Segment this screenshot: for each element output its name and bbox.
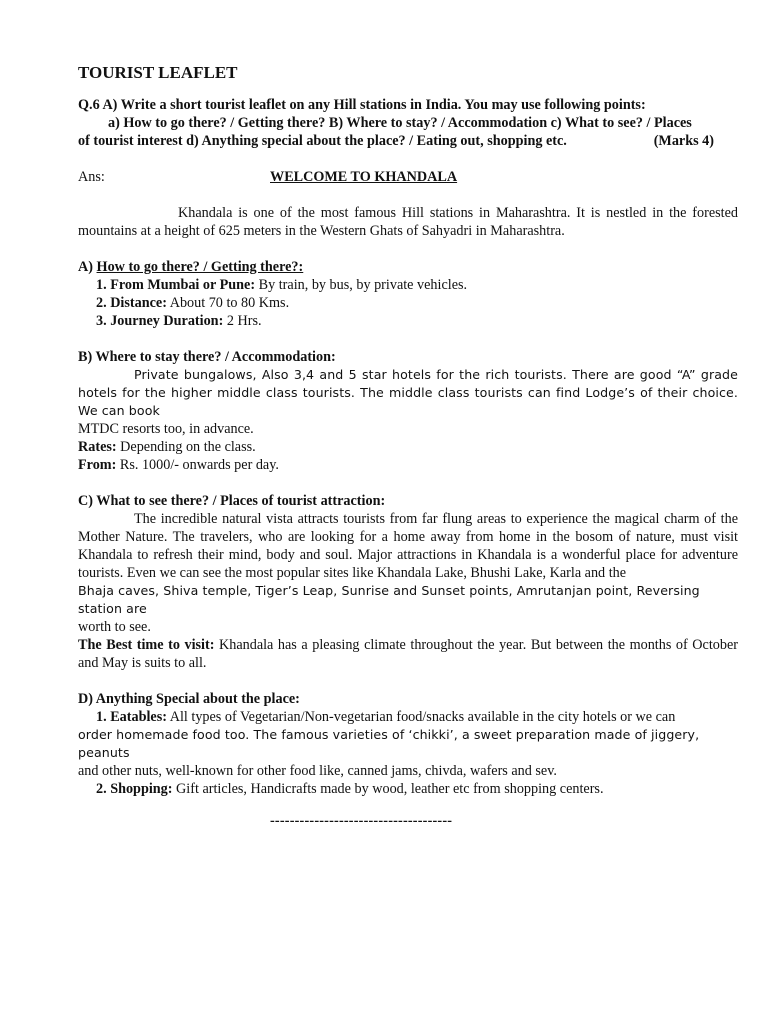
eatables-label: 1. Eatables: xyxy=(96,709,167,725)
item-text: By train, by bus, by private vehicles. xyxy=(255,277,468,293)
from-line xyxy=(78,456,738,474)
section-b xyxy=(78,348,738,474)
section-a-title: How to go there? / Getting there?: xyxy=(96,259,304,275)
section-d-heading: D) Anything Special about the place: xyxy=(78,691,300,707)
eatables-body-tail: and other nuts, well-known for other food like, canned jams, chivda, wafers and sev. xyxy=(78,763,557,779)
question-line-2: a) How to go there? / Getting there? B) Where to stay? / Accommodation c) What to see? / Places xyxy=(108,115,692,131)
answer-heading-row xyxy=(78,168,738,186)
eatables-body-sans: order homemade food too. The famous varieties of ‘chikki’, a sweet preparation made of jiggery, peanuts xyxy=(78,727,700,760)
rates-label: Rates: xyxy=(78,439,117,455)
item-label: 2. Distance: xyxy=(96,295,167,311)
question-line-1: Q.6 A) Write a short tourist leaflet on any Hill stations in India. You may use following points: xyxy=(78,97,646,113)
rates-text: Depending on the class. xyxy=(116,439,256,455)
item-text: 2 Hrs. xyxy=(223,313,262,329)
shopping-line xyxy=(78,780,738,798)
shopping-text: Gift articles, Handicrafts made by wood, leather etc from shopping centers. xyxy=(172,781,604,797)
section-d xyxy=(78,690,738,798)
marks-label: (Marks 4) xyxy=(653,133,714,149)
document-page xyxy=(78,64,738,830)
document-title: TOURIST LEAFLET xyxy=(78,63,238,82)
eatables-line xyxy=(78,708,738,726)
question-block xyxy=(78,96,738,150)
rates-line xyxy=(78,438,738,456)
eatables-text: All types of Vegetarian/Non-vegetarian food/snacks available in the city hotels or we can xyxy=(166,709,676,725)
section-c-heading: C) What to see there? / Places of tourist attraction: xyxy=(78,493,386,509)
item-text: About 70 to 80 Kms. xyxy=(166,295,290,311)
section-c-body: The incredible natural vista attracts tourists from far flung areas to experience the magical charm of the Mother Nature. The travelers, who are looking for a home away from home in the bosom of nature, must visit Khandala to refresh their mind, body and soul. Major attractions in Khandala is a wonderful place for adventure tourists. Even we can see the most popular sites like Khandala Lake, Bhushi Lake, Karla and the xyxy=(78,511,738,581)
best-time-line xyxy=(78,636,738,672)
section-a-heading xyxy=(78,258,738,276)
best-time-text: Khandala has a pleasing climate throughout the year. But between the months of October and May is suits to all. xyxy=(78,637,738,671)
section-a xyxy=(78,258,738,330)
shopping-label: 2. Shopping: xyxy=(96,781,173,797)
section-b-body: Private bungalows, Also 3,4 and 5 star hotels for the rich tourists. There are good “A” grade hotels for the higher middle class tourists. The middle class tourists can find Lodge’s of their choice. We can book xyxy=(78,367,738,418)
intro-paragraph: Khandala is one of the most famous Hill stations in Maharashtra. It is nestled in the forested mountains at a height of 625 meters in the Western Ghats of Sahyadri in Maharashtra. xyxy=(78,205,738,239)
item-label: 1. From Mumbai or Pune: xyxy=(96,277,256,293)
from-text: Rs. 1000/- onwards per day. xyxy=(116,457,279,473)
section-a-item xyxy=(78,276,738,294)
answer-label: Ans: xyxy=(78,169,105,185)
section-c-body-sans: Bhaja caves, Shiva temple, Tiger’s Leap, Sunrise and Sunset points, Amrutanjan point, Reversing station are xyxy=(78,583,700,616)
section-c xyxy=(78,492,738,672)
best-time-label: The Best time to visit: xyxy=(78,637,215,653)
from-label: From: xyxy=(78,457,117,473)
section-a-item xyxy=(78,312,738,330)
answer-heading: WELCOME TO KHANDALA xyxy=(270,169,458,185)
section-b-body-tail: MTDC resorts too, in advance. xyxy=(78,421,254,437)
section-b-heading: B) Where to stay there? / Accommodation: xyxy=(78,349,336,365)
section-a-item xyxy=(78,294,738,312)
question-line-3-text: of tourist interest d) Anything special about the place? / Eating out, shopping etc. xyxy=(78,133,567,149)
separator-line: ------------------------------------- xyxy=(270,813,453,829)
section-a-prefix: A) xyxy=(78,259,97,275)
section-c-body-tail: worth to see. xyxy=(78,619,151,635)
question-line-3 xyxy=(78,132,738,150)
item-label: 3. Journey Duration: xyxy=(96,313,224,329)
